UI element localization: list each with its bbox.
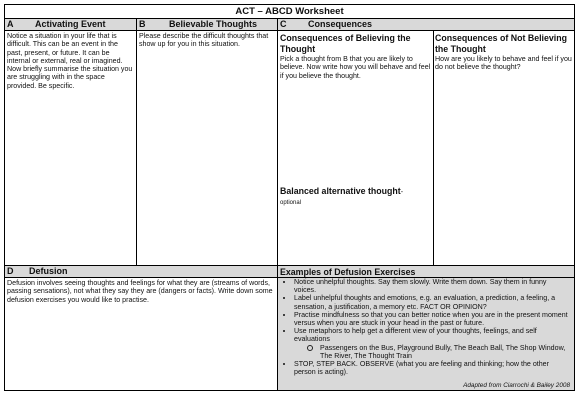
section-b-heading: Believable Thoughts [169,19,258,29]
example-item: • Label unhelpful thoughts and emotions, e.g. an evaluation, a prediction, a feeling, a sensation, a justification, a memory etc. FACT OR OPINION? [294,294,570,310]
metaphor-subitem-text: Passengers on the Bus, Playground Bully, The Beach Ball, The Shop Window, The River, The Thought Train [320,343,566,360]
section-c-letter: C [280,19,287,29]
source-credit: Adapted from Ciarrochi & Bailey 2008 [463,382,570,389]
balanced-thought-optional: optional [280,200,302,206]
not-believing-title: Consequences of Not Believing the Thought [435,33,567,54]
section-a-instructions: Notice a situation in your life that is difficult. This can be an event in the past, present, or future. It can be internal or external, real or imagined. Now briefly summarise the situation you are struggling with in the space provided. Be specific. [7,32,133,90]
balanced-thought-dash: - [400,189,404,196]
example-item: • Notice unhelpful thoughts. Say them slowly. Write them down. Say them in funny voices. [294,278,570,294]
example-item-text: Use metaphors to help get a different view of your thoughts, feelings, and self evaluations [294,327,537,344]
balanced-thought-title: Balanced alternative thought [280,186,401,196]
section-a-header [5,19,136,31]
worksheet-title: ACT – ABCD Worksheet [4,4,575,18]
section-a-letter: A [7,19,14,29]
metaphor-subitem [320,344,570,360]
believing-instructions: Pick a thought from B that you are likely to believe. Now write how you will behave and feel if you believe the thought. [280,55,431,80]
example-item: • Practise mindfulness so that you can better notice when you are in the present moment versus when you are stuck in your head in the past or future. [294,311,570,327]
section-a [4,18,137,266]
section-d-heading: Defusion [29,266,68,276]
section-c [277,18,575,266]
believing-title: Consequences of Believing the Thought [280,33,411,54]
section-a-heading: Activating Event [35,19,106,29]
section-b-instructions: Please describe the difficult thoughts that show up for you in this situation. [139,32,269,49]
section-b-header [137,19,277,31]
consequences-believing [278,31,434,265]
not-believing-instructions: How are you likely to behave and feel if you do not believe the thought? [435,55,572,72]
example-item [294,327,570,360]
metaphor-sublist [294,344,570,360]
defusion-examples-list [278,278,574,376]
section-d-letter: D [7,266,14,276]
section-c-header [278,19,574,31]
section-c-heading: Consequences [308,19,373,29]
defusion-examples [277,265,575,391]
worksheet [4,4,575,391]
section-b-letter: B [139,19,146,29]
circle-bullet-icon [307,345,313,351]
section-d-instructions: Defusion involves seeing thoughts and feelings for what they are (streams of words, passing sensations), not what they say they are (dangers or facts). Write down some defusion exercises you would like to practise. [7,279,273,304]
defusion-examples-heading: Examples of Defusion Exercises [278,266,574,278]
example-item: • STOP, STEP BACK. OBSERVE (what you are feeling and thinking; how the other person is acting). [294,360,570,376]
section-d [4,265,278,391]
section-b [136,18,278,266]
balanced-thought [280,181,403,206]
section-d-header [5,266,277,278]
consequences-not-believing [433,31,574,265]
